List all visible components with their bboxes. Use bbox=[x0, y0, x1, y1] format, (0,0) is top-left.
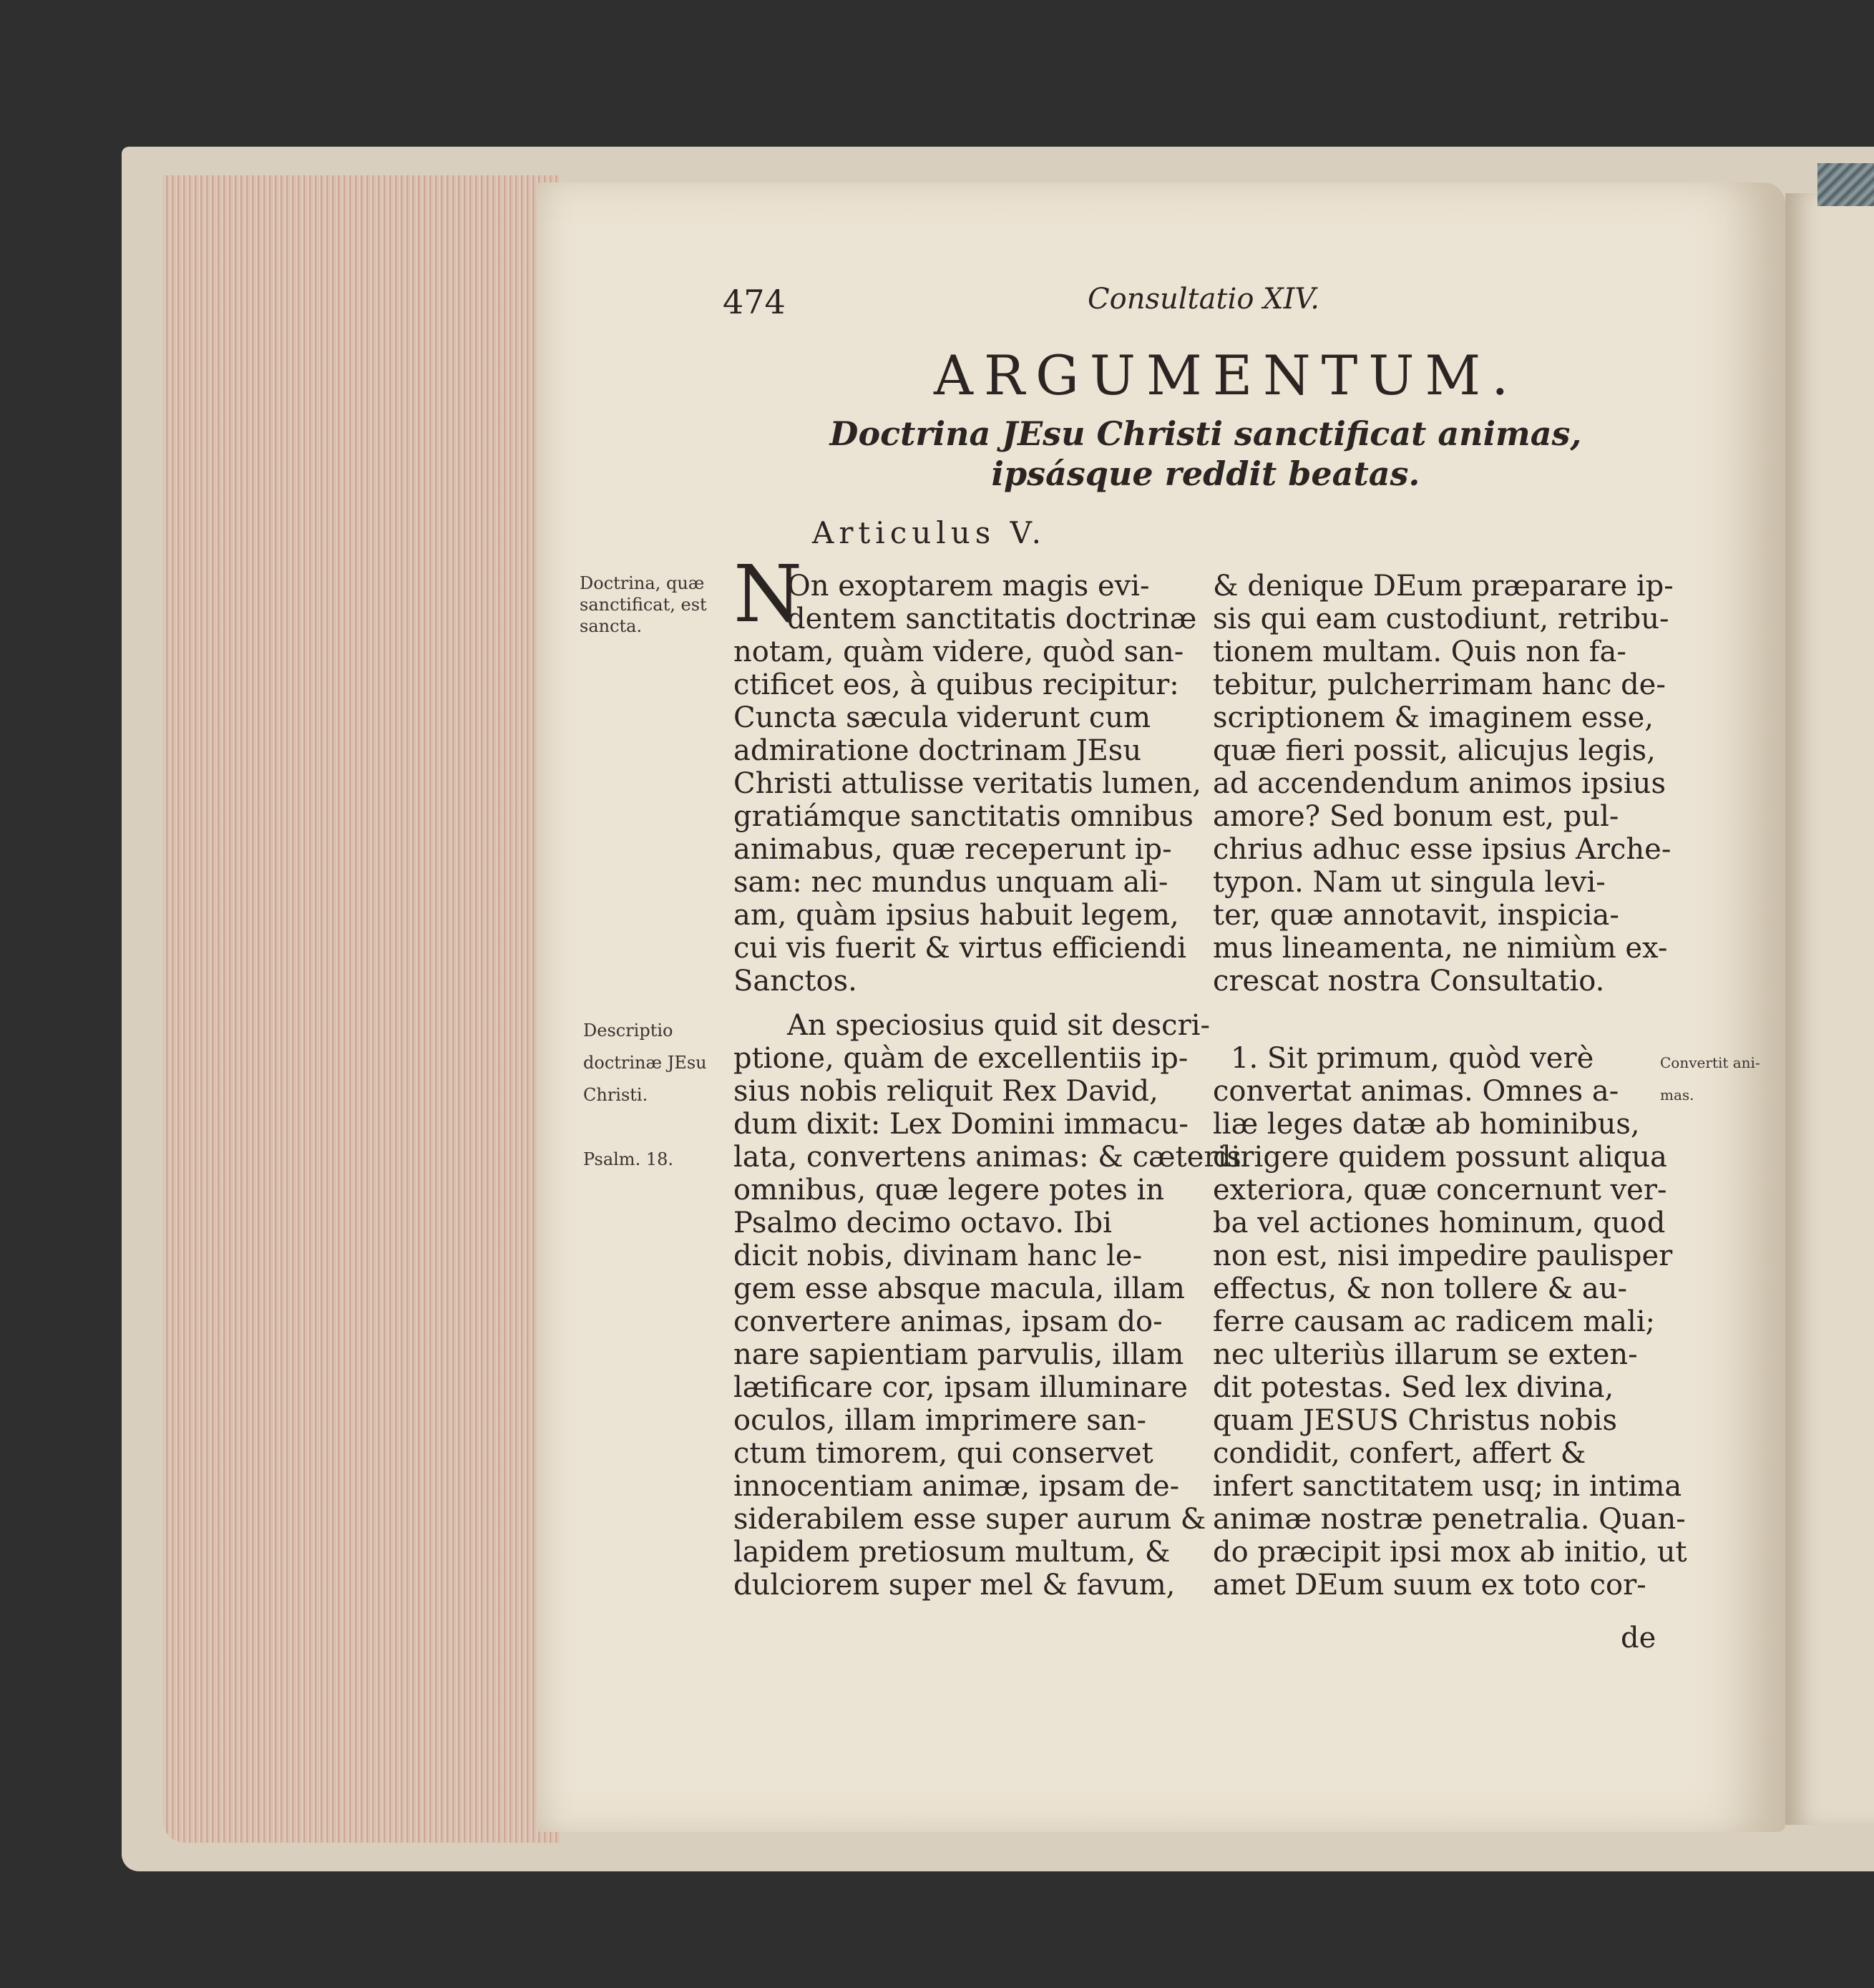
margin-note-3: Psalm. 18. bbox=[583, 1149, 673, 1169]
left-column-line: Sanctos. bbox=[733, 965, 857, 998]
right-column-line: non est, nisi impedire paulisper bbox=[1213, 1239, 1673, 1272]
facing-page-edge bbox=[1785, 193, 1874, 1825]
section-title: ARGUMENTUM. bbox=[934, 343, 1520, 407]
left-column-line: am, quàm ipsius habuit legem, bbox=[733, 899, 1179, 932]
margin-note-1-line-2: sanctificat, est bbox=[580, 595, 707, 615]
drop-cap: N bbox=[733, 548, 803, 640]
right-column-line: tebitur, pulcherrimam hanc de- bbox=[1213, 668, 1666, 701]
right-column-line: dit potestas. Sed lex divina, bbox=[1213, 1371, 1614, 1404]
left-column-line: lata, convertens animas: & cæteris bbox=[733, 1141, 1241, 1174]
left-column-line: siderabilem esse super aurum & bbox=[733, 1503, 1206, 1536]
right-column-line: do præcipit ipsi mox ab initio, ut bbox=[1213, 1536, 1687, 1569]
right-column-line: ferre causam ac radicem mali; bbox=[1213, 1305, 1656, 1338]
left-column-line: dulciorem super mel & favum, bbox=[733, 1569, 1176, 1602]
section-summary: Doctrina JEsu Christi sanctificat animas, ipsásque reddit beatas. bbox=[829, 414, 1582, 493]
left-column-line: gem esse absque macula, illam bbox=[733, 1272, 1185, 1305]
right-column-line: ba vel actiones hominum, quod bbox=[1213, 1207, 1666, 1239]
right-column-line: amet DEum suum ex toto cor- bbox=[1213, 1569, 1646, 1602]
margin-note-1-line-1: Doctrina, quæ bbox=[580, 573, 705, 593]
right-column-line: quæ fieri possit, alicujus legis, bbox=[1213, 734, 1656, 767]
spine-binding bbox=[1817, 163, 1874, 206]
left-column-line: nare sapientiam parvulis, illam bbox=[733, 1338, 1184, 1371]
margin-note-1-line-3: sancta. bbox=[580, 616, 643, 636]
right-column-line: convertat animas. Omnes a- bbox=[1213, 1075, 1619, 1108]
left-column-line: Psalmo decimo octavo. Ibi bbox=[733, 1207, 1112, 1239]
left-column-line: lapidem pretiosum multum, & bbox=[733, 1536, 1171, 1569]
page-number: 474 bbox=[723, 283, 786, 321]
left-column-line: admiratione doctrinam JEsu bbox=[733, 734, 1142, 767]
left-column-line: oculos, illam imprimere san- bbox=[733, 1404, 1146, 1437]
left-column-line: dentem sanctitatis doctrinæ bbox=[787, 603, 1197, 635]
right-column-line: sis qui eam custodiunt, retribu- bbox=[1213, 603, 1669, 635]
left-column-line: An speciosius quid sit descri- bbox=[787, 1009, 1210, 1042]
left-column-line: cui vis fuerit & virtus efficiendi bbox=[733, 932, 1187, 965]
right-column-line: tionem multam. Quis non fa- bbox=[1213, 635, 1626, 668]
margin-note-2-line-2: doctrinæ JEsu bbox=[583, 1053, 707, 1073]
page-edges bbox=[163, 175, 560, 1843]
right-column-line: quam JESUS Christus nobis bbox=[1213, 1404, 1617, 1437]
left-column-line: animabus, quæ receperunt ip- bbox=[733, 833, 1172, 866]
left-column-line: ctum timorem, qui conservet bbox=[733, 1437, 1153, 1470]
left-column-line: convertere animas, ipsam do- bbox=[733, 1305, 1163, 1338]
right-column-line: typon. Nam ut singula levi- bbox=[1213, 866, 1606, 899]
margin-note-4-line-1: Convertit ani- bbox=[1660, 1054, 1760, 1071]
right-column-line: condidit, confert, affert & bbox=[1213, 1437, 1586, 1470]
left-column-line: Cuncta sæcula viderunt cum bbox=[733, 701, 1151, 734]
left-column-line: sam: nec mundus unquam ali- bbox=[733, 866, 1168, 899]
right-column-line: crescat nostra Consultatio. bbox=[1213, 965, 1605, 998]
article-heading: Articulus V. bbox=[812, 515, 1047, 550]
right-column-line: liæ leges datæ ab hominibus, bbox=[1213, 1108, 1640, 1141]
right-column-line: exteriora, quæ concernunt ver- bbox=[1213, 1174, 1667, 1207]
left-column-line: ptione, quàm de excellentiis ip- bbox=[733, 1042, 1189, 1075]
right-column-line: nec ulteriùs illarum se exten- bbox=[1213, 1338, 1638, 1371]
margin-note-4-line-2: mas. bbox=[1660, 1086, 1694, 1103]
right-column-line: mus lineamenta, ne nimiùm ex- bbox=[1213, 932, 1668, 965]
margin-note-2-line-3: Christi. bbox=[583, 1085, 648, 1105]
left-column-line: ctificet eos, à quibus recipitur: bbox=[733, 668, 1179, 701]
left-column-line: gratiámque sanctitatis omnibus bbox=[733, 800, 1194, 833]
right-column-line: scriptionem & imaginem esse, bbox=[1213, 701, 1654, 734]
right-column-line: dirigere quidem possunt aliqua bbox=[1213, 1141, 1667, 1174]
right-column-line: infert sanctitatem usq; in intima bbox=[1213, 1470, 1682, 1503]
left-column-line: notam, quàm videre, quòd san- bbox=[733, 635, 1184, 668]
left-column-line: innocentiam animæ, ipsam de- bbox=[733, 1470, 1180, 1503]
left-column-line: dum dixit: Lex Domini immacu- bbox=[733, 1108, 1189, 1141]
right-column-line: amore? Sed bonum est, pul- bbox=[1213, 800, 1619, 833]
left-column-line: sius nobis reliquit Rex David, bbox=[733, 1075, 1158, 1108]
running-head: Consultatio XIV. bbox=[1088, 283, 1320, 316]
margin-note-2-line-1: Descriptio bbox=[583, 1020, 673, 1041]
left-column-line: omnibus, quæ legere potes in bbox=[733, 1174, 1165, 1207]
left-column-line: lætificare cor, ipsam illuminare bbox=[733, 1371, 1189, 1404]
right-column-line: & denique DEum præparare ip- bbox=[1213, 570, 1674, 603]
right-column-line: animæ nostræ penetralia. Quan- bbox=[1213, 1503, 1686, 1536]
left-column-line: dicit nobis, divinam hanc le- bbox=[733, 1239, 1143, 1272]
left-column-line: On exoptarem magis evi- bbox=[787, 570, 1150, 603]
right-column-line: ter, quæ annotavit, inspicia- bbox=[1213, 899, 1619, 932]
right-column-line: effectus, & non tollere & au- bbox=[1213, 1272, 1627, 1305]
left-column-line: Christi attulisse veritatis lumen, bbox=[733, 767, 1202, 800]
right-column-line: ad accendendum animos ipsius bbox=[1213, 767, 1666, 800]
right-column-line: 1. Sit primum, quòd verè bbox=[1231, 1042, 1594, 1075]
catchword: de bbox=[1621, 1622, 1656, 1655]
right-column-line: chrius adhuc esse ipsius Arche- bbox=[1213, 833, 1672, 866]
